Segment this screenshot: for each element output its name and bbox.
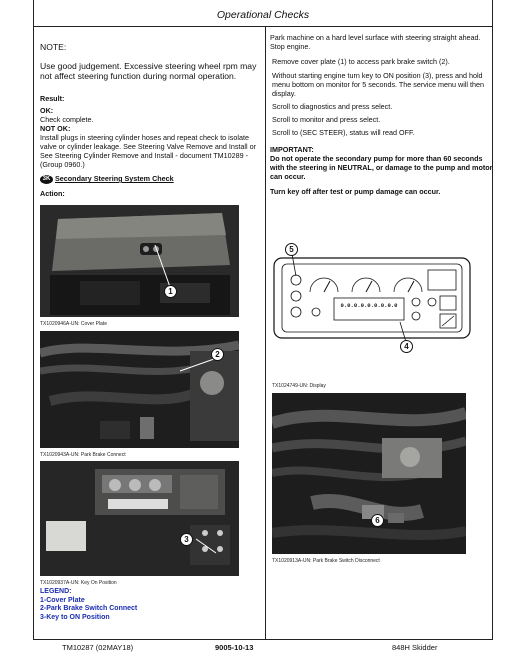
callout-5: 5 xyxy=(285,243,298,256)
step-sec-steer: Scroll to (SEC STEER), status will read OFF. xyxy=(272,128,415,137)
step-park-machine: Park machine on a hard level surface with steering straight ahead. Stop engine. xyxy=(270,33,481,51)
park-brake-disconnect-illustration xyxy=(272,393,466,554)
footer-rule xyxy=(33,639,493,640)
fig2-caption: TX1020943A-UN: Park Brake Connect xyxy=(40,452,126,458)
step-remove-cover: Remove cover plate (1) to access park brake switch (2). xyxy=(272,57,450,66)
callout-2: 2 xyxy=(211,348,224,361)
fig1-caption: TX1020946A-UN: Cover Plate xyxy=(40,321,107,327)
ok-text: Check complete. xyxy=(40,115,94,124)
fig5-caption: TX1020913A-UN: Park Brake Switch Disconnect xyxy=(272,558,380,564)
callout-3: 3 xyxy=(180,533,193,546)
legend-item-1: 1-Cover Plate xyxy=(40,596,85,604)
important-label: IMPORTANT: xyxy=(270,145,314,154)
cover-plate-illustration xyxy=(40,205,239,317)
step-diagnostics: Scroll to diagnostics and press select. xyxy=(272,102,393,111)
page-title: Operational Checks xyxy=(216,9,310,21)
callout-1: 1 xyxy=(164,285,177,298)
column-divider xyxy=(265,26,266,639)
key-on-photo xyxy=(40,461,239,576)
callout-6: 6 xyxy=(371,514,384,527)
park-brake-connect-illustration xyxy=(40,331,239,448)
legend-title: LEGEND: xyxy=(40,588,72,595)
key-on-illustration xyxy=(40,461,239,576)
action-label: Action: xyxy=(40,189,65,198)
footer-page-number: 9005-10-13 xyxy=(215,643,254,652)
result-label: Result: xyxy=(40,94,65,103)
ok-label: OK: xyxy=(40,106,54,115)
footer-model: 848H Skidder xyxy=(392,643,438,652)
note-text: Use good judgement. Excessive steering wheel rpm may not affect steering function during normal operation. xyxy=(40,61,257,81)
display-readout: 0.0.0.0.0.0.0.0.0 xyxy=(340,302,398,309)
title-rule xyxy=(33,26,493,27)
fig4-caption: TX1024749-UN: Display xyxy=(272,383,326,389)
legend-item-2: 2-Park Brake Switch Connect xyxy=(40,605,138,613)
section-title[interactable]: Secondary Steering System Check xyxy=(55,174,174,183)
not-ok-label: NOT OK: xyxy=(40,124,71,133)
section-heading xyxy=(40,174,174,184)
legend-item-3: 3-Key to ON Position xyxy=(40,613,110,621)
legend xyxy=(40,588,137,622)
fig3-caption: TX1020937A-UN: Key On Position xyxy=(40,580,117,586)
park-brake-connect-photo xyxy=(40,331,239,448)
cover-plate-photo xyxy=(40,205,239,317)
not-ok-text: Install plugs in steering cylinder hoses and repeat check to isolate valve or cylinder leakage. See Steering Valve Remove and Install or See Steering Cylinder Remove and Install - document TM10289 - (Group 0960.) xyxy=(40,133,257,169)
callout-4: 4 xyxy=(400,340,413,353)
park-brake-disconnect-photo xyxy=(272,393,466,554)
step-monitor: Scroll to monitor and press select. xyxy=(272,115,381,124)
footer-doc-number: TM10287 (02MAY18) xyxy=(62,643,134,652)
display-panel-figure xyxy=(272,236,494,376)
note-label: NOTE: xyxy=(40,42,67,52)
section-badge: 3K xyxy=(40,175,53,184)
turn-key-warning: Turn key off after test or pump damage can occur. xyxy=(270,187,441,196)
step-key-on: Without starting engine turn key to ON position (3), press and hold menu bottom on monitor for 5 seconds. The service menu will then display. xyxy=(272,71,485,98)
important-text: Do not operate the secondary pump for more than 60 seconds with the steering in NEUTRAL, or damage to the pump and motor can occur. xyxy=(270,154,493,181)
